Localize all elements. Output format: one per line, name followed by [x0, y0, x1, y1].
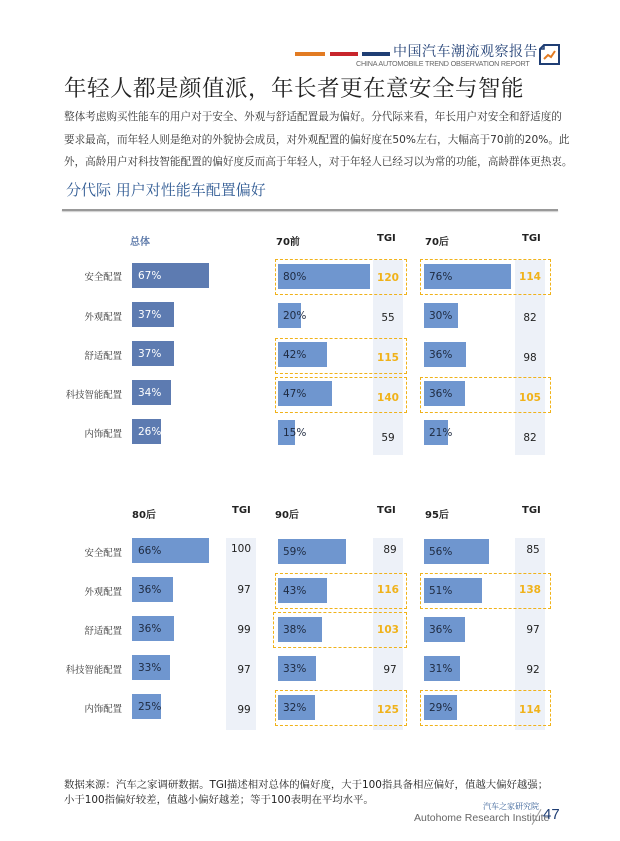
tgi-value: 92: [526, 664, 540, 676]
value-label: 42%: [283, 349, 307, 361]
value-label: 36%: [429, 349, 453, 361]
report-title: 中国汽车潮流观察报告: [393, 44, 538, 60]
section-title: 分代际 用户对性能车配置偏好: [66, 181, 266, 199]
column-header-post70: 70后: [425, 237, 449, 248]
section-divider: [62, 209, 558, 211]
highlight-box: [275, 573, 407, 609]
tgi-value: 97: [237, 584, 251, 596]
value-label: 76%: [429, 271, 453, 283]
note-line: 数据来源：汽车之家调研数据。TGI描述相对总体的偏好度，大于100指具备相应偏好，值越大偏好越强；: [64, 779, 549, 791]
row-label-exterior: 外观配置: [84, 312, 122, 323]
brand-name-cn: 汽车之家研究院: [483, 802, 539, 811]
row-label-safety: 安全配置: [84, 272, 122, 283]
header-accent-navy: [362, 52, 390, 56]
tgi-value: 103: [377, 624, 399, 636]
column-header-tgi: TGI: [377, 233, 396, 244]
column-header-tgi: TGI: [377, 505, 396, 516]
tgi-value: 97: [237, 664, 251, 676]
tgi-value: 89: [383, 544, 397, 556]
data-source-note: [64, 778, 548, 807]
tgi-value: 59: [381, 432, 395, 444]
value-label: 29%: [429, 702, 453, 714]
tgi-value: 82: [523, 312, 537, 324]
highlight-box: [275, 338, 407, 374]
tgi-value: 138: [519, 584, 541, 596]
tgi-value: 100: [230, 543, 252, 555]
value-label: 80%: [283, 271, 307, 283]
value-label: 20%: [283, 310, 307, 322]
highlight-box: [420, 573, 551, 609]
value-label: 33%: [138, 662, 162, 674]
tgi-value: 98: [523, 352, 537, 364]
tgi-value: 140: [377, 392, 399, 404]
tgi-value: 115: [377, 352, 399, 364]
column-header-pre70: 70前: [276, 237, 300, 248]
value-label: 36%: [429, 624, 453, 636]
tgi-value: 114: [519, 271, 541, 283]
tgi-value: 125: [377, 704, 399, 716]
page-title: 年轻人都是颜值派，年长者更在意安全与智能: [64, 76, 525, 102]
value-label: 66%: [138, 545, 162, 557]
tgi-value: 97: [526, 624, 540, 636]
row-label-safety: 安全配置: [84, 548, 122, 559]
tgi-value: 120: [377, 272, 399, 284]
row-label-tech: 科技智能配置: [65, 665, 122, 676]
tgi-value: 105: [519, 392, 541, 404]
value-label: 31%: [429, 663, 453, 675]
tgi-value: 85: [526, 544, 540, 556]
value-label: 67%: [138, 270, 162, 282]
column-header-total: 总体: [130, 237, 150, 248]
value-label: 37%: [138, 348, 162, 360]
tgi-value: 114: [519, 704, 541, 716]
value-label: 26%: [138, 426, 162, 438]
highlight-box: [420, 690, 551, 726]
column-header-post95: 95后: [425, 510, 449, 521]
row-label-interior: 内饰配置: [84, 704, 122, 715]
highlight-box: [273, 612, 407, 648]
tgi-value: 116: [377, 584, 399, 596]
value-label: 32%: [283, 702, 307, 714]
value-label: 36%: [429, 388, 453, 400]
intro-line: 整体考虑购买性能车的用户对于安全、外观与舒适配置最为偏好。分代际来看，年长用户对安全和舒适度的: [64, 111, 562, 123]
trend-chart-icon: [539, 44, 560, 65]
row-label-interior: 内饰配置: [84, 429, 122, 440]
row-label-exterior: 外观配置: [84, 587, 122, 598]
row-label-comfort: 舒适配置: [84, 626, 122, 637]
value-label: 51%: [429, 585, 453, 597]
tgi-value: 99: [237, 704, 251, 716]
intro-line: 外，高龄用户对科技智能配置的偏好度反而高于年轻人，对于年轻人已经习以为常的功能，高龄群体更热衷。: [64, 156, 573, 168]
column-header-post90: 90后: [275, 510, 299, 521]
value-label: 36%: [138, 584, 162, 596]
column-header-tgi: TGI: [522, 505, 541, 516]
column-header-post80: 80后: [132, 510, 156, 521]
column-header-tgi: TGI: [232, 505, 251, 516]
highlight-box: [275, 377, 407, 413]
value-label: 36%: [138, 623, 162, 635]
column-header-tgi: TGI: [522, 233, 541, 244]
value-label: 25%: [138, 701, 162, 713]
value-label: 33%: [283, 663, 307, 675]
value-label: 30%: [429, 310, 453, 322]
report-subtitle: CHINA AUTOMOBILE TREND OBSERVATION REPORT: [356, 59, 530, 68]
highlight-box: [275, 259, 407, 295]
value-label: 21%: [429, 427, 453, 439]
value-label: 47%: [283, 388, 307, 400]
highlight-box: [275, 690, 407, 726]
row-label-tech: 科技智能配置: [65, 390, 122, 401]
tgi-value: 55: [381, 312, 395, 324]
value-label: 38%: [283, 624, 307, 636]
value-label: 34%: [138, 387, 162, 399]
header-accent-red: [330, 52, 358, 56]
note-line: 小于100指偏好较差，值越小偏好越差；等于100表明在平均水平。: [64, 793, 374, 806]
tgi-value: 99: [237, 624, 251, 636]
tgi-value: 82: [523, 432, 537, 444]
row-label-comfort: 舒适配置: [84, 351, 122, 362]
page-number: 47: [543, 806, 560, 823]
header-accent-orange: [295, 52, 325, 56]
highlight-box: [420, 377, 551, 413]
value-label: 59%: [283, 546, 307, 558]
value-label: 56%: [429, 546, 453, 558]
value-label: 15%: [283, 427, 307, 439]
value-label: 43%: [283, 585, 307, 597]
intro-paragraph: [64, 106, 573, 174]
highlight-box: [420, 259, 551, 295]
value-label: 37%: [138, 309, 162, 321]
brand-name-en: Autohome Research Institute: [414, 812, 550, 824]
tgi-value: 97: [383, 664, 397, 676]
intro-line: 要求最高，而年轻人则是绝对的外貌协会成员，对外观配置的偏好度在50%左右，大幅高于70前的20%。此: [64, 133, 570, 146]
